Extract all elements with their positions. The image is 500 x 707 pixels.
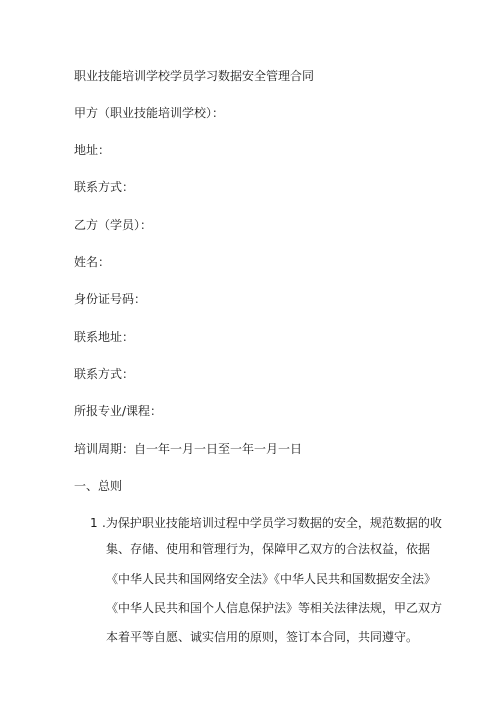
address-field: 地址： [74, 143, 111, 157]
clause-line: 集、存储、使用和管理行为，保障甲乙双方的合法权益，依据 [106, 542, 431, 556]
party-b-field: 乙方（学员）： [74, 218, 153, 232]
name-field: 姓名： [74, 255, 111, 269]
training-period-field: 培训周期：自一年一月一日至一年一月一日 [74, 442, 303, 456]
contact-method-field: 联系方式： [74, 367, 135, 381]
clause-number: 1 [90, 516, 98, 530]
section-heading-general: 一、总则 [74, 479, 123, 493]
clause-line: 《中华人民共和国个人信息保护法》等相关法律法规，甲乙双方 [106, 601, 443, 615]
course-field: 所报专业/课程： [74, 404, 163, 418]
id-number-field: 身份证号码： [74, 292, 147, 306]
contact-field: 联系方式： [74, 180, 135, 194]
clause-line: .为保护职业技能培训过程中学员学习数据的安全，规范数据的收 [102, 516, 442, 530]
document-title: 职业技能培训学校学员学习数据安全管理合同 [74, 69, 315, 83]
party-a-field: 甲方（职业技能培训学校）： [74, 106, 225, 120]
clause-line: 本着平等自愿、诚实信用的原则，签订本合同，共同遵守。 [106, 630, 419, 644]
contact-address-field: 联系地址： [74, 330, 135, 344]
clause-line: 《中华人民共和国网络安全法》《中华人民共和国数据安全法》 [106, 572, 437, 586]
